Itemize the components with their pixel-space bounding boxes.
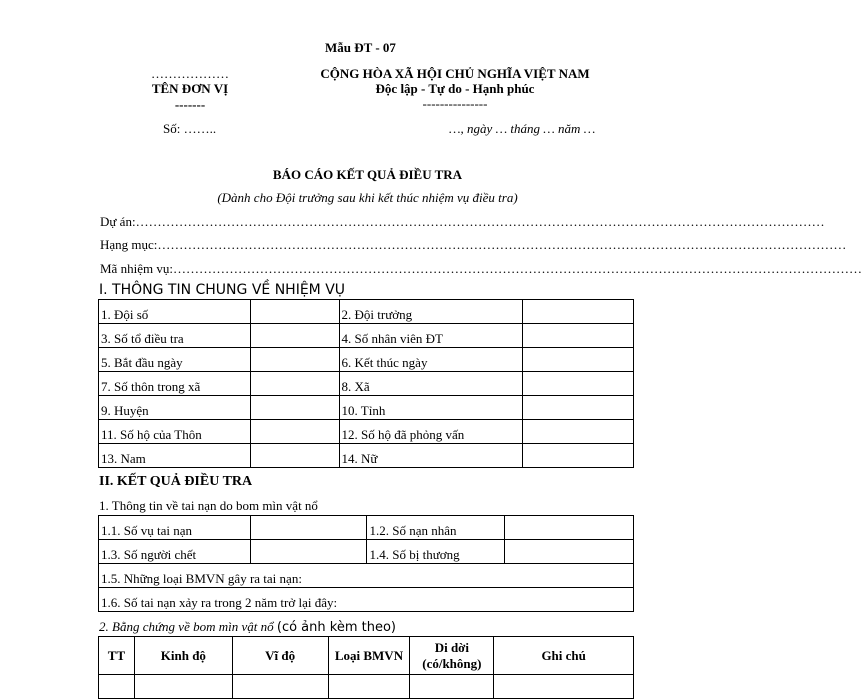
table-row (99, 324, 634, 348)
label-cell: 1.4. Số bị thương (367, 540, 505, 564)
value-cell[interactable] (250, 372, 339, 396)
label-cell: 11. Số hộ của Thôn (99, 420, 251, 444)
table-header-row (99, 637, 634, 675)
value-cell[interactable] (523, 348, 634, 372)
label-cell: 6. Kết thúc ngày (339, 348, 523, 372)
general-info-table (98, 299, 634, 468)
cell[interactable] (99, 675, 135, 699)
field-task-code: Mã nhiệm vụ:…………………………………………………………………………………………………………………………………………… (100, 261, 862, 276)
label-cell: 7. Số thôn trong xã (99, 372, 251, 396)
header-type: Loại BMVN (328, 637, 410, 675)
unit-dash: ------- (174, 97, 206, 112)
country-name: CỘNG HÒA XÃ HỘI CHỦ NGHĨA VIỆT NAM (320, 66, 590, 81)
section1-heading: I. THÔNG TIN CHUNG VỀ NHIỆM VỤ (99, 282, 346, 298)
label-cell: 9. Huyện (99, 396, 251, 420)
cell[interactable] (134, 675, 232, 699)
label-cell: 14. Nữ (339, 444, 523, 468)
header-latitude: Vĩ độ (232, 637, 328, 675)
label-cell: 1. Đội số (99, 300, 251, 324)
table-row (99, 372, 634, 396)
form-code: Mẫu ĐT - 07 (325, 40, 396, 55)
field-item: Hạng mục:…………………………………………………………………………………………………………………………………………… (100, 237, 847, 252)
document-date: …, ngày … tháng … năm … (449, 121, 596, 136)
section2-sub2-note: (có ảnh kèm theo) (276, 620, 396, 635)
motto-dash: --------------- (422, 96, 488, 111)
label-cell: 1.3. Số người chết (99, 540, 251, 564)
value-cell[interactable] (523, 324, 634, 348)
table-row (99, 588, 634, 612)
value-cell[interactable] (250, 300, 339, 324)
section2-sub2-title: 2. Bằng chứng về bom mìn vật nổ (99, 619, 274, 634)
motto: Độc lập - Tự do - Hạnh phúc (375, 81, 535, 96)
table-row (99, 675, 634, 699)
label-cell: 8. Xã (339, 372, 523, 396)
table-row (99, 444, 634, 468)
header-note: Ghi chú (494, 637, 634, 675)
report-title: BÁO CÁO KẾT QUẢ ĐIỀU TRA (272, 167, 463, 182)
value-cell[interactable] (250, 348, 339, 372)
value-cell[interactable] (250, 420, 339, 444)
full-row-cell[interactable]: 1.6. Số tai nạn xảy ra trong 2 năm trở lại đây: (99, 588, 634, 612)
section2-sub1: 1. Thông tin về tai nạn do bom mìn vật nổ (99, 498, 318, 513)
value-cell[interactable] (523, 300, 634, 324)
header-relocation-line2: (có/không) (422, 655, 482, 671)
value-cell[interactable] (505, 516, 634, 540)
section2-heading: II. KẾT QUẢ ĐIỀU TRA (99, 474, 253, 489)
header-relocation (410, 637, 494, 675)
value-cell[interactable] (250, 540, 367, 564)
label-cell: 1.2. Số nạn nhân (367, 516, 505, 540)
label-cell: 5. Bắt đầu ngày (99, 348, 251, 372)
value-cell[interactable] (523, 420, 634, 444)
table-row (99, 396, 634, 420)
full-row-cell[interactable]: 1.5. Những loại BMVN gây ra tai nạn: (99, 564, 634, 588)
accident-table (98, 515, 634, 612)
label-cell: 13. Nam (99, 444, 251, 468)
value-cell[interactable] (250, 444, 339, 468)
label-cell: 4. Số nhân viên ĐT (339, 324, 523, 348)
unit-name: TÊN ĐƠN VỊ (151, 81, 229, 96)
value-cell[interactable] (250, 396, 339, 420)
cell[interactable] (328, 675, 410, 699)
table-row (99, 516, 634, 540)
table-row (99, 300, 634, 324)
cell[interactable] (494, 675, 634, 699)
value-cell[interactable] (250, 324, 339, 348)
table-row (99, 564, 634, 588)
cell[interactable] (232, 675, 328, 699)
label-cell: 10. Tỉnh (339, 396, 523, 420)
field-project: Dự án:…………………………………………………………………………………………………………………………………………… (100, 214, 825, 229)
value-cell[interactable] (523, 396, 634, 420)
unit-dots: ……………… (151, 66, 229, 81)
value-cell[interactable] (523, 372, 634, 396)
value-cell[interactable] (523, 444, 634, 468)
value-cell[interactable] (250, 516, 367, 540)
value-cell[interactable] (505, 540, 634, 564)
header-tt: TT (99, 637, 135, 675)
cell[interactable] (410, 675, 494, 699)
header-relocation-line1: Di dời (434, 639, 469, 655)
report-subtitle: (Dành cho Đội trưởng sau khi kết thúc nhiệm vụ điều tra) (217, 190, 518, 205)
table-row (99, 420, 634, 444)
evidence-table (98, 636, 634, 699)
label-cell: 2. Đội trưởng (339, 300, 523, 324)
label-cell: 3. Số tổ điều tra (99, 324, 251, 348)
table-row (99, 540, 634, 564)
table-row (99, 348, 634, 372)
header-longitude: Kinh độ (134, 637, 232, 675)
section2-sub2 (99, 619, 396, 635)
label-cell: 12. Số hộ đã phỏng vấn (339, 420, 523, 444)
label-cell: 1.1. Số vụ tai nạn (99, 516, 251, 540)
document-number: Số: …….. (163, 121, 217, 136)
